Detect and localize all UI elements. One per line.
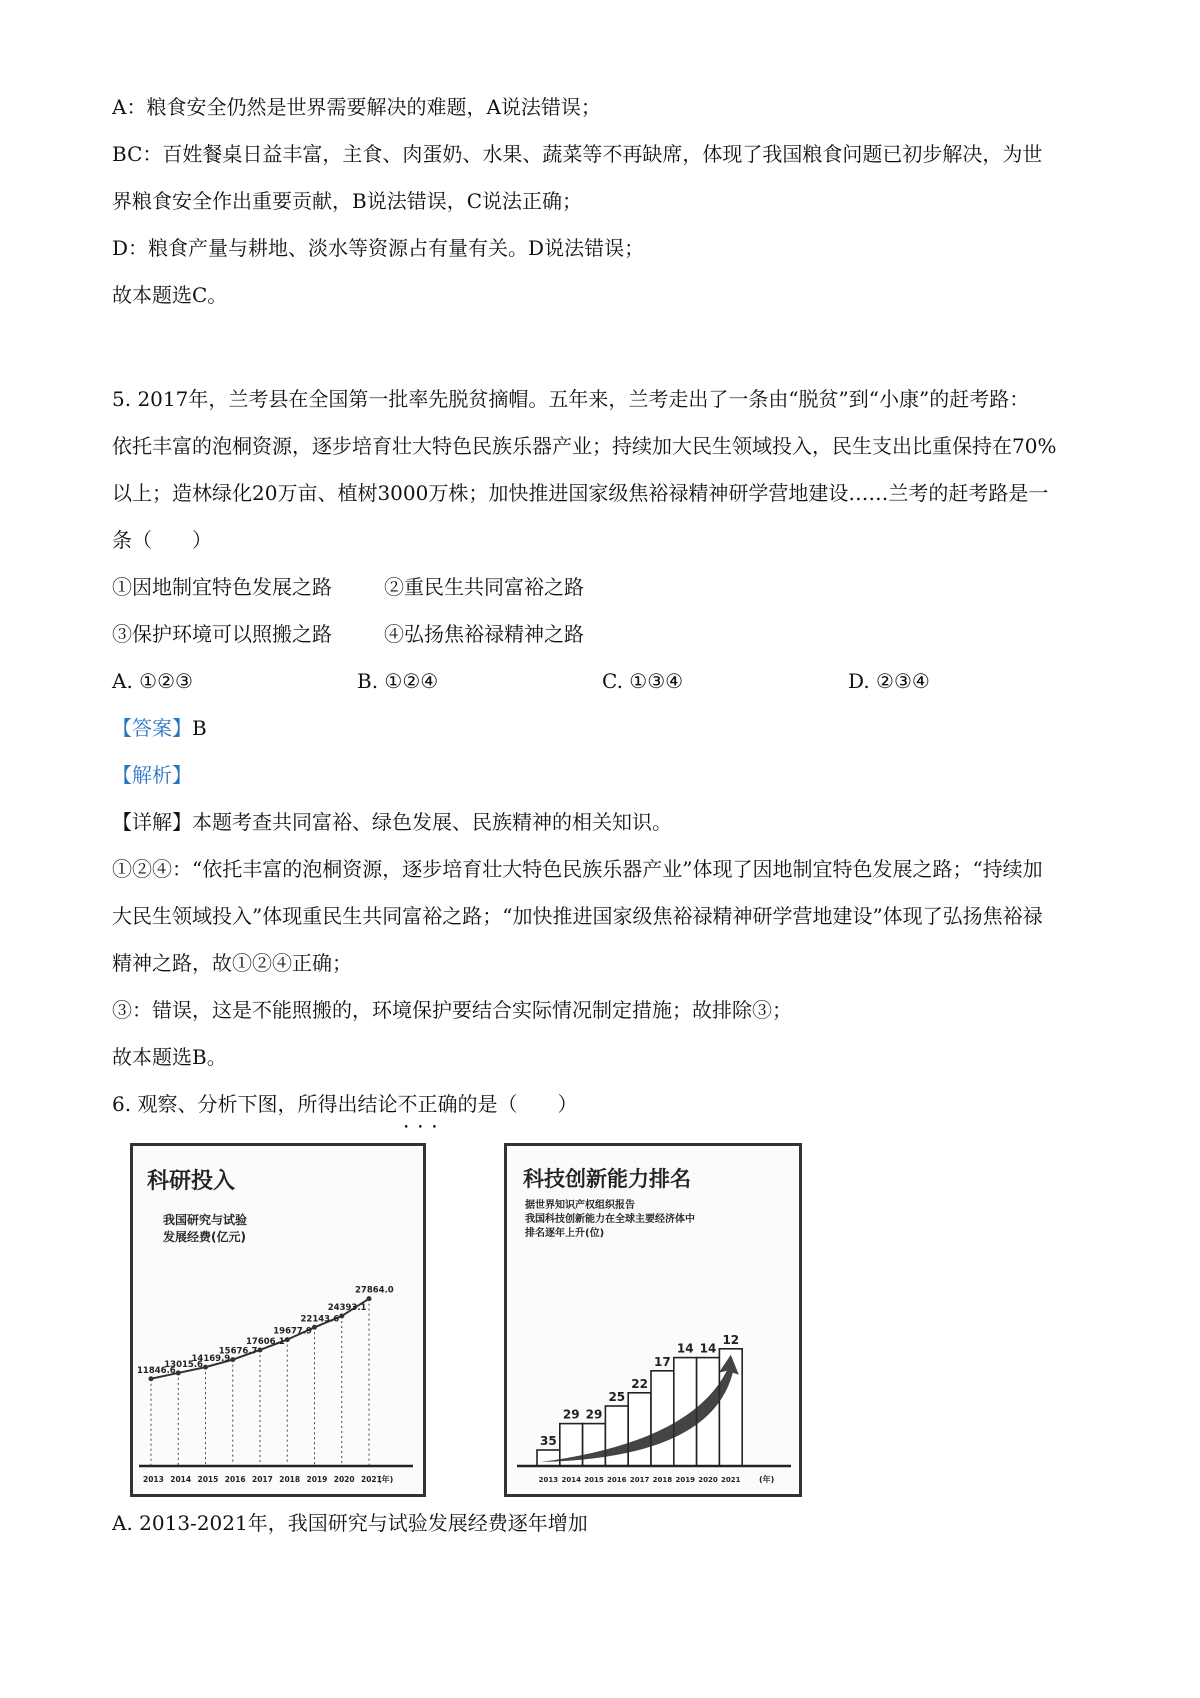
chart1-point [285,1337,290,1342]
chart2-bar [628,1393,651,1466]
chart2-value-label: 29 [585,1407,603,1422]
q5-item-1: ①因地制宜特色发展之路 [112,575,332,599]
answer-value: B [192,716,207,740]
chart1-point [258,1347,263,1352]
chart1-subtitle-line2: 发展经费(亿元) [163,1230,246,1244]
chart2-x-unit: (年) [759,1475,775,1484]
research-investment-svg [133,1146,423,1494]
chart2-x-tick: 2020 [698,1476,718,1484]
analysis-option-d: D：粮食产量与耕地、淡水等资源占有量有关。D说法错误； [112,236,645,260]
q5-answer [112,713,1102,743]
q5-option-c: C. ①③④ [602,669,684,693]
chart2-x-tick: 2019 [675,1476,695,1484]
chart1-title: 科研投入 [147,1169,236,1194]
chart1-x-tick: 2016 [224,1475,246,1484]
q5-conclusion: 故本题选B。 [112,1045,227,1069]
q6-stem-post: 的是（ ） [457,1092,578,1116]
q5-stem-line1: 5. 2017年，兰考县在全国第一批率先脱贫摘帽。五年来，兰考走出了一条由“脱贫”到“小康”的赶考路： [112,387,1030,411]
q5-detail-line5: ③：错误，这是不能照搬的，环境保护要结合实际情况制定措施；故排除③； [112,998,792,1022]
chart2-x-tick: 2013 [538,1476,559,1484]
chart2-value-label: 17 [654,1354,671,1369]
chart1-value-label: 17606.1 [246,1336,285,1347]
answer-tag: 【答案】 [112,716,192,740]
chart1-value-label: 24393.1 [327,1303,367,1314]
chart1-x-tick: 2014 [170,1475,192,1484]
q5-detail-line4: 精神之路，故①②④正确； [112,951,352,975]
chart2-x-tick: 2016 [607,1476,627,1484]
analysis-option-bc-line2: 界粮食安全作出重要贡献，B说法错误，C说法正确； [112,189,582,213]
chart2-subtitle-line3: 排名逐年上升(位) [525,1228,605,1239]
chart1-x-tick: 2018 [279,1475,301,1484]
chart1-point [367,1296,372,1301]
chart2-bar [537,1450,560,1466]
chart2-subtitle-line1: 据世界知识产权组织报告 [525,1200,635,1211]
chart1-x-tick: 2021 [361,1475,382,1484]
q6-stem [112,1089,1102,1119]
chart2-value-label: 25 [608,1390,626,1404]
chart2-value-label: 14 [699,1341,717,1356]
chart1-point [312,1325,317,1330]
chart1-point [149,1376,154,1381]
chart1-x-tick: 2015 [197,1475,219,1484]
chart1-value-label: 11846.6 [137,1365,176,1376]
chart2-x-tick: 2018 [652,1476,673,1484]
chart2-value-label: 35 [540,1434,557,1448]
chart2-subtitle-line2: 我国科技创新能力在全球主要经济体中 [525,1214,695,1225]
chart2-value-label: 12 [722,1332,740,1347]
research-investment-chart [130,1143,426,1497]
chart2-x-tick: 2014 [561,1476,581,1484]
chart2-x-tick: 2015 [584,1476,604,1484]
chart2-x-tick: 2017 [629,1476,650,1484]
chart1-value-label: 15676.7 [218,1346,258,1357]
analysis-conclusion: 故本题选C。 [112,283,228,307]
q5-detail-line3: 大民生领域投入”体现重民生共同富裕之路；“加快推进国家级焦裕禄精神研学营地建设”体现了弘扬焦裕禄 [112,904,1043,928]
chart2-bar [651,1371,674,1466]
chart1-x-unit: (年) [378,1475,394,1484]
chart1-x-tick: 2020 [333,1475,355,1484]
chart1-value-label: 27864.0 [355,1285,394,1296]
chart1-value-label: 14169.9 [191,1354,231,1365]
q5-item-4: ④弘扬焦裕禄精神之路 [384,622,584,646]
q5-stem-line4: 条（ ） [112,528,212,552]
q5-item-2: ②重民生共同富裕之路 [384,575,584,599]
analysis-option-a: A：粮食安全仍然是世界需要解决的难题，A说法错误； [112,95,601,119]
chart2-title: 科技创新能力排名 [523,1167,691,1191]
q6-stem-emphasis: 不正确 • • • [397,1089,457,1119]
analysis-tag: 【解析】 [112,763,192,787]
q5-option-d: D. ②③④ [848,669,930,693]
chart1-subtitle-line1: 我国研究与试验 [163,1213,248,1227]
chart2-x-tick: 2021 [721,1476,741,1484]
q5-item-3: ③保护环境可以照搬之路 [112,622,332,646]
chart1-value-label: 13015.6 [164,1359,203,1370]
q5-option-a: A. ①②③ [112,669,193,693]
q5-detail-line1: 【详解】本题考查共同富裕、绿色发展、民族精神的相关知识。 [112,810,672,834]
q6-stem-pre: 6. 观察、分析下图，所得出结论 [112,1092,398,1116]
chart2-value-label: 14 [676,1341,694,1356]
chart1-point [230,1357,235,1362]
chart1-point [203,1365,208,1370]
innovation-ranking-svg [507,1146,799,1494]
chart1-value-label: 19677.9 [273,1326,312,1337]
q5-stem-line3: 以上；造林绿化20万亩、植树3000万株；加快推进国家级焦裕禄精神研学营地建设……兰考的赶考路是一 [112,481,1049,505]
chart1-point [176,1370,181,1375]
innovation-ranking-chart [504,1143,802,1497]
chart1-x-tick: 2013 [143,1475,164,1484]
analysis-option-bc-line1: BC：百姓餐桌日益丰富，主食、肉蛋奶、水果、蔬菜等不再缺席，体现了我国粮食问题已初步解决，为世 [112,142,1043,166]
chart1-value-label: 22143.6 [300,1314,340,1325]
chart2-value-label: 22 [631,1376,648,1391]
chart2-bar [605,1406,628,1466]
q6-option-a: A. 2013-2021年，我国研究与试验发展经费逐年增加 [112,1511,588,1535]
q5-stem-line2: 依托丰富的泡桐资源，逐步培育壮大特色民族乐器产业；持续加大民生领域投入，民生支出比重保持在70% [112,434,1057,458]
chart1-x-tick: 2019 [306,1475,328,1484]
chart1-point [339,1314,344,1319]
chart2-value-label: 29 [562,1407,580,1422]
q5-detail-line2: ①②④：“依托丰富的泡桐资源，逐步培育壮大特色民族乐器产业”体现了因地制宜特色发展之路；“持续加 [112,857,1043,881]
chart2-bar [583,1424,606,1466]
q5-option-b: B. ①②④ [357,669,439,693]
chart1-x-tick: 2017 [252,1475,273,1484]
